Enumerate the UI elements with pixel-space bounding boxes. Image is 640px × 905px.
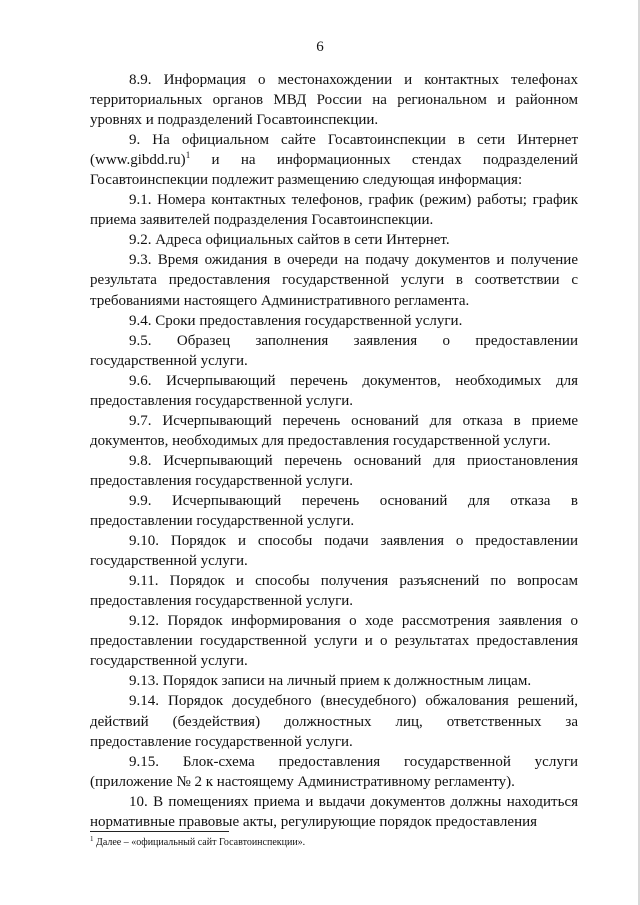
paragraph-9-10: 9.10. Порядок и способы подачи заявления о предоставлении государственной услуги. (90, 533, 578, 570)
paragraph-9-6: 9.6. Исчерпывающий перечень документов, необходимых для предоставления государственной услуги. (90, 372, 578, 409)
paragraph-9-11: 9.11. Порядок и способы получения разъяснений по вопросам предоставления государственной услуги. (90, 573, 578, 610)
paragraph-9-14: 9.14. Порядок досудебного (внесудебного) обжалования решений, действий (бездействия) должностных лиц, ответственных за предоставление государственной услуги. (90, 693, 578, 750)
footnote-text: Далее – «официальный сайт Госавтоинспекции». (93, 837, 306, 848)
footnote-reference: 1 (185, 150, 191, 161)
paragraph-9-15: 9.15. Блок-схема предоставления государственной услуги (приложение № 2 к настоящему Административному регламенту). (90, 753, 578, 790)
paragraph-9-9: 9.9. Исчерпывающий перечень оснований для отказа в предоставлении государственной услуги. (90, 492, 578, 530)
paragraph-9-4: 9.4. Сроки предоставления государственной услуги. (129, 312, 463, 329)
paragraph-9-1: 9.1. Номера контактных телефонов, график (режим) работы; график приема заявителей подразделения Госавтоинспекции. (90, 192, 578, 229)
paragraph-8-9: 8.9. Информация о местонахождении и контактных телефонах территориальных органов МВД России на региональном и районном уровнях и подразделений Госавтоинспекции. (90, 72, 578, 129)
document-body (90, 70, 578, 832)
footnote (90, 836, 578, 849)
paragraph-9-8: 9.8. Исчерпывающий перечень оснований для приостановления предоставления государственной услуги. (90, 452, 578, 489)
paragraph-9-13: 9.13. Порядок записи на личный прием к должностным лицам. (129, 673, 532, 690)
paragraph-9-text-end: и на информационных стендах подразделений Госавтоинспекции подлежит размещению следующая информация: (90, 152, 578, 189)
paragraph-9-5: 9.5. Образец заполнения заявления о предоставлении государственной услуги. (90, 332, 578, 369)
footnote-separator (90, 831, 229, 832)
paragraph-9 (90, 130, 578, 190)
paragraph-10: 10. В помещениях приема и выдачи документов должны находиться нормативные правовые акты, регулирующие порядок предоставления (90, 793, 578, 830)
paragraph-9-7: 9.7. Исчерпывающий перечень оснований для отказа в приеме документов, необходимых для предоставления государственной услуги. (90, 412, 578, 449)
paragraph-9-text-start: 9. На официальном сайте Госавтоинспекции в сети Интернет (www.gibdd.ru) (90, 132, 578, 169)
paragraph-9-2: 9.2. Адреса официальных сайтов в сети Интернет. (129, 232, 450, 249)
paragraph-9-12: 9.12. Порядок информирования о ходе рассмотрения заявления о предоставлении государственной услуги и о результатах предоставления государственной услуги. (90, 613, 578, 670)
page-number: 6 (316, 39, 324, 55)
footnote-mark: 1 (90, 835, 94, 843)
paragraph-9-3: 9.3. Время ожидания в очереди на подачу документов и получение результата предоставления государственной услуги в соответствии с требованиями настоящего Административного регламента. (90, 252, 578, 309)
